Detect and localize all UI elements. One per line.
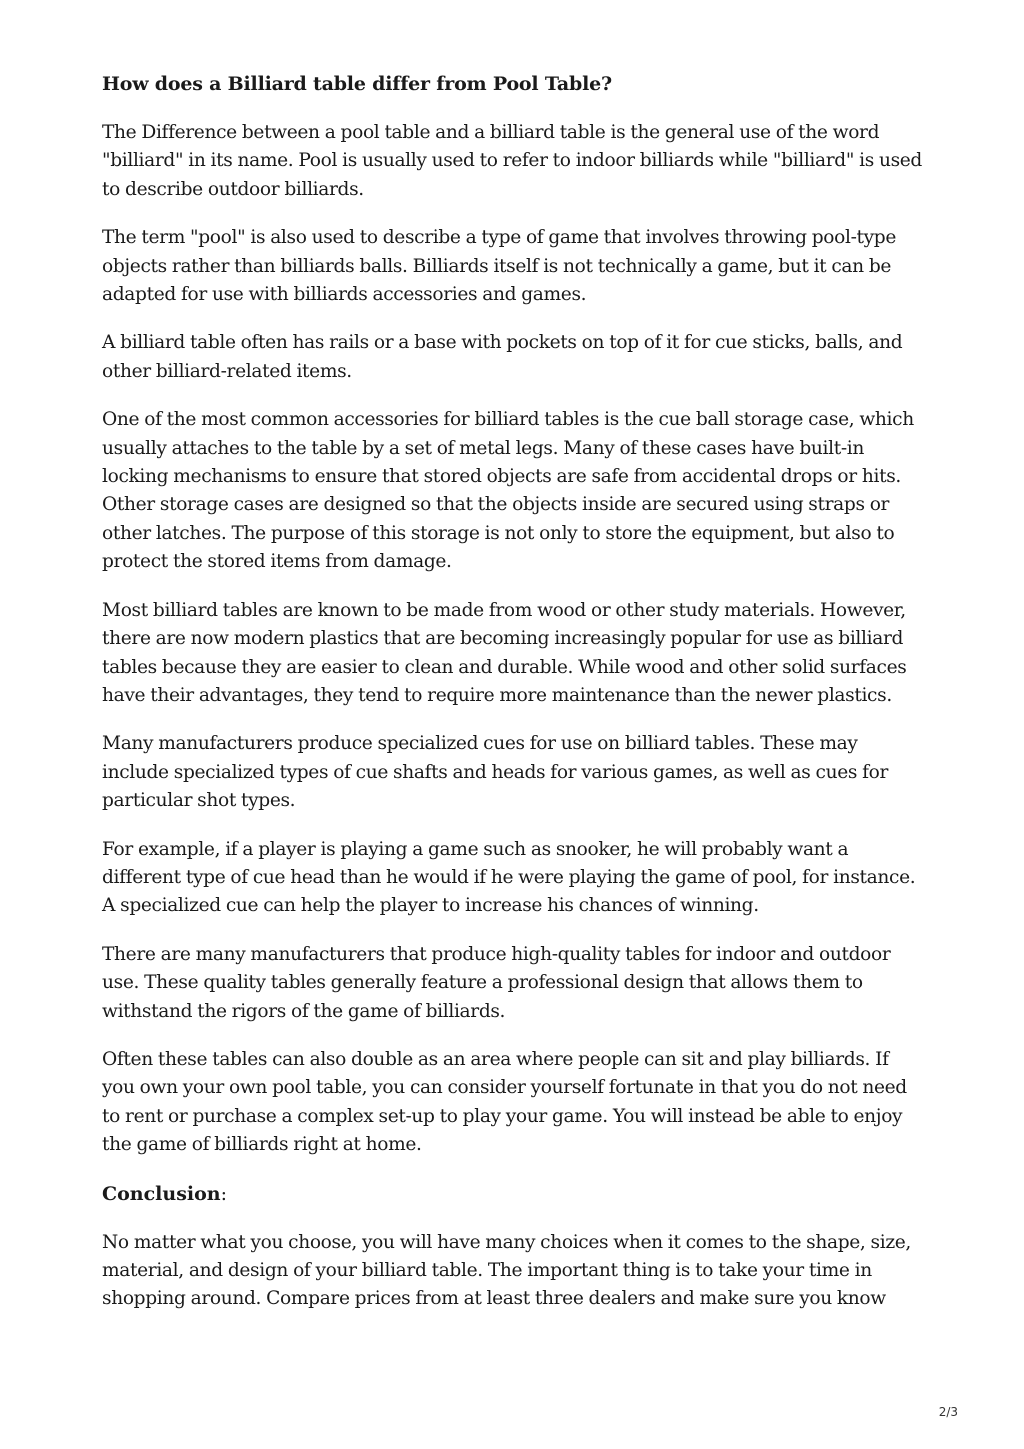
page-number: 2/3: [938, 1405, 958, 1419]
paragraph-2: The term "pool" is also used to describe a type of game that involves throwing pool-type objects rather than billiards balls. Billiards itself is not technically a game, but it can be adapted for use with billiards accessories and games.: [102, 227, 896, 306]
paragraph-8: There are many manufacturers that produce high-quality tables for indoor and outdoor use. These quality tables generally feature a professional design that allows them to withstand the rigors of the game of billiards.: [102, 943, 891, 1022]
conclusion-heading: [102, 1180, 924, 1208]
section-heading: How does a Billiard table differ from Pool Table?: [102, 73, 612, 95]
document-body: [102, 70, 924, 1334]
conclusion-label: Conclusion: [102, 1182, 221, 1205]
conclusion-paragraph: No matter what you choose, you will have many choices when it comes to the shape, size, material, and design of your billiard table. The important thing is to take your time in shopping around. Compare prices from at least three dealers and make sure you know: [102, 1231, 911, 1310]
paragraph-3: A billiard table often has rails or a base with pockets on top of it for cue sticks, balls, and other billiard-related items.: [102, 332, 903, 382]
paragraph-4: One of the most common accessories for billiard tables is the cue ball storage case, which usually attaches to the table by a set of metal legs. Many of these cases have built-in locking mechanisms to ensure that stored objects are safe from accidental drops or hits. Other storage cases are designed so that the objects inside are secured using straps or other latches. The purpose of this storage is not only to store the equipment, but also to protect the stored items from damage.: [102, 409, 914, 573]
paragraph-9: Often these tables can also double as an area where people can sit and play billiards. If you own your own pool table, you can consider yourself fortunate in that you do not need to rent or purchase a complex set-up to play your game. You will instead be able to enjoy the game of billiards right at home.: [102, 1048, 907, 1156]
paragraph-5: Most billiard tables are known to be made from wood or other study materials. However, there are now modern plastics that are becoming increasingly popular for use as billiard tables because they are easier to clean and durable. While wood and other solid surfaces have their advantages, they tend to require more maintenance than the newer plastics.: [102, 599, 907, 706]
conclusion-colon: :: [220, 1182, 228, 1205]
paragraph-1: The Difference between a pool table and a billiard table is the general use of the word "billiard" in its name. Pool is usually used to refer to indoor billiards while "billiard" is used to describe outdoor billiards.: [102, 122, 922, 200]
paragraph-7: For example, if a player is playing a game such as snooker, he will probably want a different type of cue head than he would if he were playing the game of pool, for instance. A specialized cue can help the player to increase his chances of winning.: [102, 838, 916, 917]
paragraph-6: Many manufacturers produce specialized cues for use on billiard tables. These may include specialized types of cue shafts and heads for various games, as well as cues for particular shot types.: [102, 733, 889, 812]
